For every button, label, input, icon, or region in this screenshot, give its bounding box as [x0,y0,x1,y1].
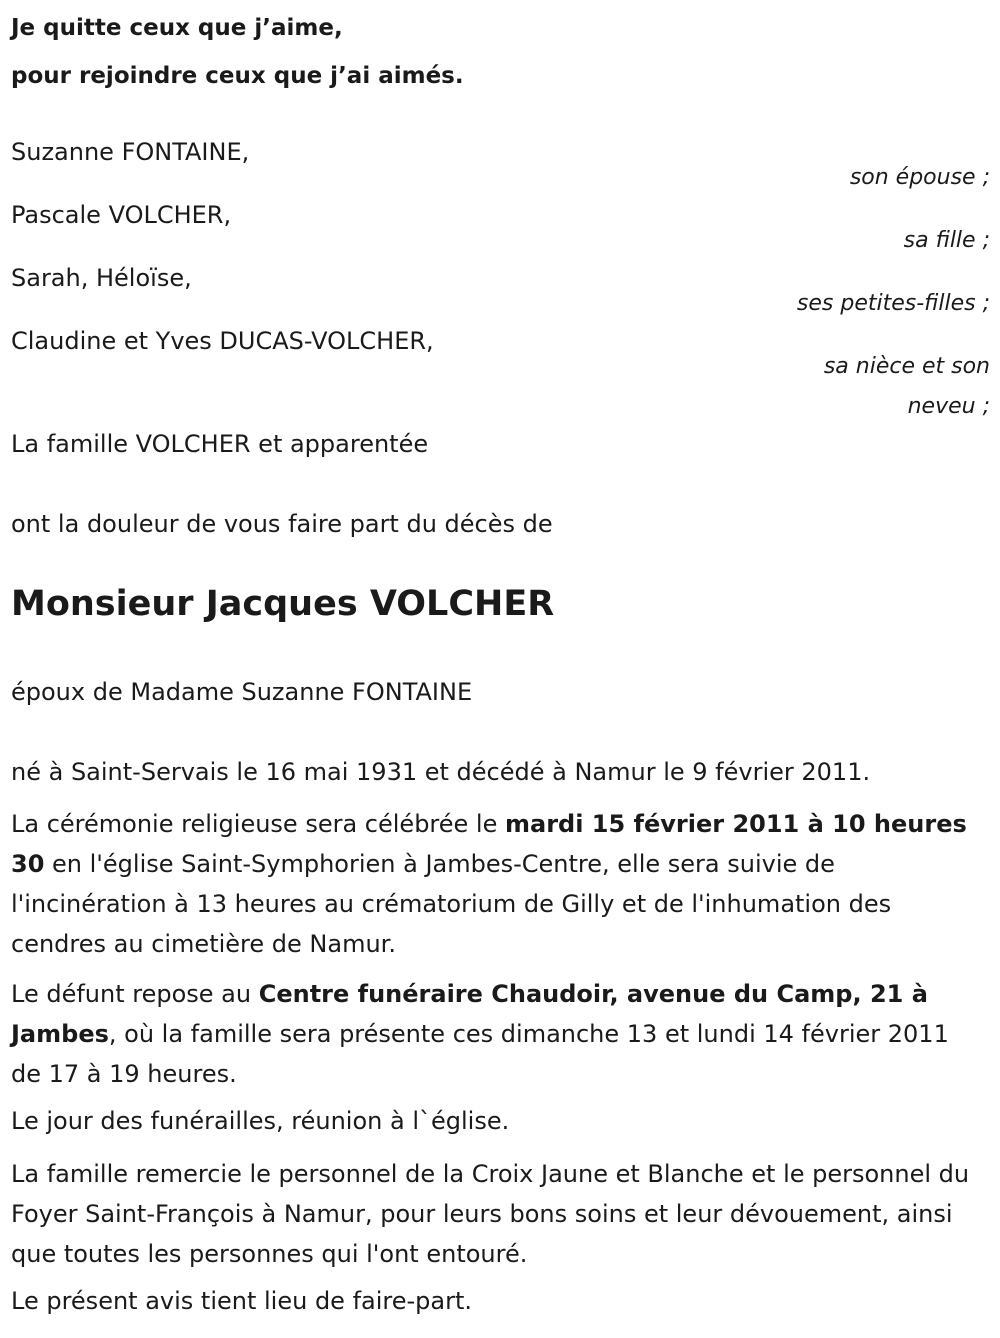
spouse-line: époux de Madame Suzanne FONTAINE [11,678,473,706]
relative-name: Pascale VOLCHER, [11,201,232,229]
relative-name: Suzanne FONTAINE, [11,138,250,166]
relative-role: sa nièce et son [823,354,990,379]
rest-post: , où la famille sera présente ces dimanche 13 et lundi 14 février 2011 de 17 à 19 heures. [11,1020,949,1088]
ceremony-post: en l'église Saint-Symphorien à Jambes-Centre, elle sera suivie de l'incinération à 13 heures au crématorium de Gilly et de l'inhumation des cendres au cimetière de Namur. [11,850,892,958]
relative-role: neveu ; [907,394,990,419]
thanks-paragraph: La famille remercie le personnel de la Croix Jaune et Blanche et le personnel du Foyer Saint-François à Namur, pour leurs bons soins et leur dévouement, ainsi que toutes les personnes qui l'ont entouré. [11,1160,970,1268]
relative-role: sa fille ; [903,228,990,253]
relative-role: ses petites-filles ; [796,291,990,316]
ceremony-pre: La cérémonie religieuse sera célébrée le [11,810,505,838]
rest-pre: Le défunt repose au [11,980,259,1008]
epigraph-line-2: pour rejoindre ceux que j’ai aimés. [11,63,464,89]
announcement-line: ont la douleur de vous faire part du décès de [11,510,553,538]
ceremony-paragraph [11,804,981,964]
ceremony-datetime: mardi 15 février 2011 à 10 heures 30 [11,810,967,878]
rest-location: Centre funéraire Chaudoir, avenue du Camp, 21 à Jambes [11,980,928,1048]
deceased-name: Monsieur Jacques VOLCHER [11,584,555,624]
relative-role: son épouse ; [849,165,990,190]
closing-line: Le présent avis tient lieu de faire-part. [11,1287,473,1315]
meeting-line: Le jour des funérailles, réunion à l`église. [11,1107,510,1135]
rest-paragraph [11,974,981,1094]
epigraph-line-1: Je quitte ceux que j’aime, [11,15,343,41]
relative-name: Sarah, Héloïse, [11,264,192,292]
relative-name: Claudine et Yves DUCAS-VOLCHER, [11,327,434,355]
birth-death-line: né à Saint-Servais le 16 mai 1931 et décédé à Namur le 9 février 2011. [11,758,871,786]
family-line: La famille VOLCHER et apparentée [11,430,429,458]
